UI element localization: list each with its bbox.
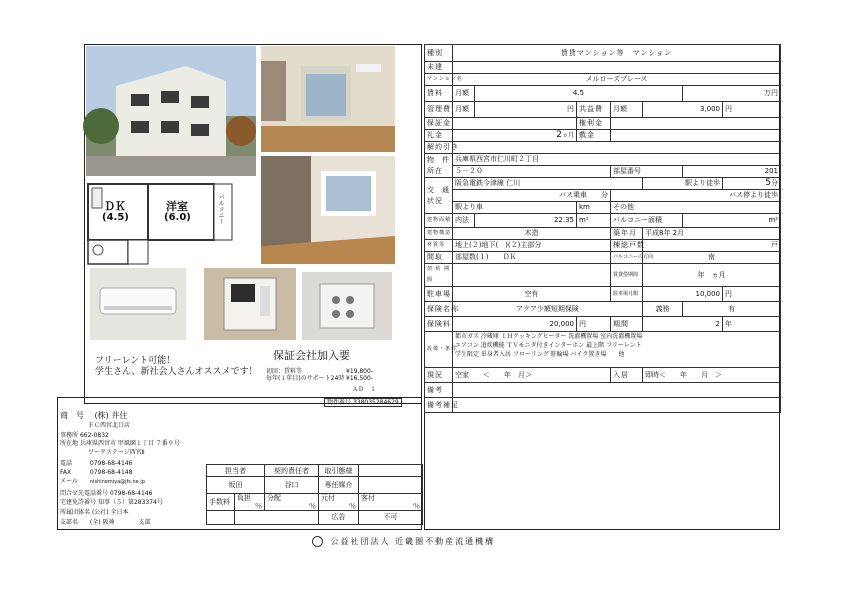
key-money-label: 権利金 bbox=[577, 118, 611, 130]
mgmt-fee-label: 管理費 bbox=[425, 102, 453, 118]
bus-stop: バス停より徒歩 bbox=[611, 190, 781, 202]
trade-value: 専任媒介 bbox=[319, 477, 359, 494]
reikin-unit: ヵ月 bbox=[561, 132, 574, 139]
share-pct-1: ％ bbox=[255, 502, 262, 510]
insurance-fee-value: 20,000 bbox=[453, 317, 577, 332]
walk-label: 駅より徒歩 bbox=[643, 178, 723, 190]
share-kyakuzuke-label: 客付 bbox=[361, 494, 375, 502]
location-label: 物件所在 bbox=[425, 154, 453, 178]
property-number-value: 338035284629 bbox=[352, 399, 399, 406]
trade-label: 取引態様 bbox=[319, 465, 359, 477]
insurance-period-label: 期間 bbox=[611, 317, 643, 332]
units-unit: 戸 bbox=[643, 240, 781, 252]
handler-label: 担当者 bbox=[207, 465, 265, 477]
contract-resp-label: 契約責任者 bbox=[265, 465, 319, 477]
floorplan-western-label: 洋室 bbox=[166, 200, 188, 213]
transport-label: 交通状況 bbox=[425, 178, 453, 214]
facilities-line2: エアコン 追炊機能 ＴＶモニタ付きインターホン 最上階 フリーレント bbox=[455, 342, 642, 349]
remarks-extra-value bbox=[453, 398, 781, 413]
key-money-value bbox=[611, 118, 781, 130]
common-fee-value: 3,000 bbox=[643, 102, 723, 118]
footer-association bbox=[312, 536, 495, 547]
exterior-photo bbox=[86, 46, 256, 176]
layout-value: 部屋数(１) ＤＫ bbox=[453, 252, 611, 264]
company-assoc bbox=[60, 509, 129, 516]
share-split-label: 分配 bbox=[267, 494, 281, 502]
structure-value: 木造 bbox=[453, 228, 611, 240]
facilities-label: 設備・条件 bbox=[425, 332, 453, 368]
status-value: 空家 ＜ 年 月＞ bbox=[453, 368, 611, 383]
move-in-value: 即時＜ 年 月 ＞ bbox=[643, 368, 781, 383]
mgmt-fee-sub: 月額 bbox=[453, 102, 475, 118]
by-car: 駅より車 bbox=[453, 202, 577, 214]
promo-students: 学生さん、新社会人さんオススメです！ bbox=[95, 367, 258, 377]
reikin-label: 礼金 bbox=[425, 130, 453, 142]
fee-label: 手数料 bbox=[207, 494, 235, 511]
insurance-duty-value: 有 bbox=[683, 302, 781, 317]
floorplan-western-size: (6.0) bbox=[164, 212, 191, 223]
company-assoc-value: (公社) 全日本 bbox=[91, 509, 129, 516]
insurance-label: 保険名称 bbox=[425, 302, 453, 317]
company-tel-value: 0798-68-4146 bbox=[89, 460, 133, 467]
balcony-direction-value: 南 bbox=[643, 252, 781, 264]
facilities-value bbox=[453, 332, 781, 368]
inner-value: 22.35 bbox=[475, 214, 577, 228]
insurance-fee-unit: 円 bbox=[577, 317, 611, 332]
kind-value: 賃貸マンション等 マンション bbox=[453, 45, 781, 62]
share-payer bbox=[235, 494, 265, 511]
share-split bbox=[265, 494, 319, 511]
rent-sub: 月額 bbox=[453, 86, 475, 102]
promo-guarantor-note1: 初回：賃料等 bbox=[266, 368, 303, 375]
balcony-direction-label: バルコニーの方向 bbox=[611, 252, 643, 264]
kind-label: 種別 bbox=[425, 45, 453, 62]
company-tel-label: 電話 bbox=[60, 460, 73, 467]
room-number-label: 部屋番号 bbox=[611, 166, 683, 178]
intercom-photo bbox=[204, 268, 296, 340]
company-office-value: 662-0832 bbox=[79, 432, 109, 439]
empty-mid-right bbox=[359, 477, 423, 494]
promo-guarantor-amount2: ¥16,500- bbox=[346, 375, 373, 382]
km-unit: km bbox=[577, 202, 611, 214]
remarks-extra-label: 備考補足 bbox=[425, 398, 453, 413]
empty-bottom-left bbox=[207, 511, 235, 525]
address-line2: ５－２０ bbox=[453, 166, 611, 178]
share-payer-label: 負担 bbox=[237, 494, 251, 502]
floors-value: 地上(２)地下( )(２)主部分 bbox=[453, 240, 611, 252]
company-branch: ＦＣ西宮北口店 bbox=[88, 422, 131, 429]
share-motozuke-label: 元付 bbox=[321, 494, 335, 502]
shikikin-label: 敷金 bbox=[577, 130, 611, 142]
company-license bbox=[60, 499, 163, 506]
facilities-line1: 都市ガス 冷蔵庫 ＩＨクッキングヒーター 洗濯機置場 室内洗濯機置場 bbox=[455, 333, 643, 340]
company-mail-value: nishinomiya@jfs.ne.jp bbox=[89, 479, 145, 485]
shikikin-value bbox=[611, 130, 781, 142]
promo-guarantor: 保証会社加入要 bbox=[273, 349, 350, 362]
reikin-value bbox=[453, 130, 577, 142]
floorplan-dk-size: (4.5) bbox=[102, 212, 129, 223]
units-label: 棟総戸数 bbox=[611, 240, 643, 252]
insurance-fee-label: 保険料 bbox=[425, 317, 453, 332]
company-license-label: 宅建免許番号 bbox=[60, 499, 97, 506]
layout-label: 間取 bbox=[425, 252, 453, 264]
floorplan-dk-label: ＤＫ bbox=[104, 200, 126, 213]
insurance-duty-label: 義務 bbox=[643, 302, 683, 317]
parking-value: 空有 bbox=[453, 287, 611, 302]
association-logo-icon bbox=[312, 536, 323, 547]
property-number-label: 物件番号 bbox=[327, 399, 352, 406]
common-fee-sub: 月額 bbox=[611, 102, 643, 118]
bid-label: 未建 bbox=[425, 62, 453, 74]
parking-fee-label: 駐車場月額 bbox=[611, 287, 643, 302]
kaiyaku-value bbox=[453, 142, 781, 154]
building-name-value: メルローズプレース bbox=[453, 74, 781, 86]
kaiyaku-label: 解約引き bbox=[425, 142, 453, 154]
area-label: 建物面積 bbox=[425, 214, 453, 228]
company-tel bbox=[60, 460, 132, 467]
walk-value bbox=[723, 178, 781, 190]
reikin-number: 2 bbox=[556, 130, 562, 140]
ad-label: 広告 bbox=[319, 511, 359, 525]
aircon-photo bbox=[90, 268, 186, 340]
promo-freerent: フリーレント可能！ bbox=[95, 356, 176, 366]
remarks-label: 備考 bbox=[425, 383, 453, 398]
share-pct-3: ％ bbox=[349, 502, 356, 510]
term-value: 年 ヵ月 bbox=[643, 264, 781, 287]
insurance-period-unit: 年 bbox=[723, 317, 781, 332]
term-label: 賃貸借期間 bbox=[611, 264, 643, 287]
rent-unit: 万円 bbox=[683, 86, 781, 102]
ad-value: 不可 bbox=[359, 511, 423, 525]
company-mail-label: メール bbox=[60, 478, 78, 485]
bid-value bbox=[453, 62, 781, 74]
share-kyakuzuke bbox=[359, 494, 423, 511]
floors-label: 材質等 bbox=[425, 240, 453, 252]
property-info-table bbox=[424, 44, 781, 413]
common-fee-unit: 円 bbox=[723, 102, 781, 118]
room-number-value: 201 bbox=[683, 166, 781, 178]
room-photo-1 bbox=[261, 46, 395, 152]
company-office bbox=[60, 432, 109, 439]
train-line: 阪急電鉄今津線 仁川 bbox=[453, 178, 643, 190]
insurance-period-value: 2 bbox=[643, 317, 723, 332]
company-contact-value: 0798-68-4146 bbox=[109, 490, 153, 497]
room-photo-2 bbox=[261, 156, 395, 264]
built-label: 築年月 bbox=[611, 228, 643, 240]
building-name-label: マンション名 bbox=[425, 74, 453, 86]
deposit-label: 保証金 bbox=[425, 118, 453, 130]
company-mail bbox=[60, 478, 145, 486]
handler-value: 坂田 bbox=[207, 477, 265, 494]
share-pct-4: ％ bbox=[413, 502, 420, 510]
inner-label: 内法 bbox=[453, 214, 475, 228]
parking-label: 駐車場 bbox=[425, 287, 453, 302]
parking-fee-unit: 円 bbox=[723, 287, 781, 302]
deposit-value bbox=[453, 118, 577, 130]
common-fee-label: 共益費 bbox=[577, 102, 611, 118]
company-fax-label: FAX bbox=[60, 469, 72, 476]
contract-resp-value: 谷口 bbox=[265, 477, 319, 494]
company-name-value: (株) 井住 bbox=[94, 411, 128, 420]
company-fax bbox=[60, 469, 132, 476]
company-address-value: 兵庫県西宮市 甲風園１丁目 ７番９号 bbox=[79, 440, 180, 447]
empty-top-right bbox=[359, 465, 423, 477]
property-number bbox=[324, 398, 402, 407]
company-name bbox=[60, 410, 127, 421]
contract-value bbox=[453, 264, 611, 287]
walk-number: 5 bbox=[765, 178, 771, 188]
company-fax-value: 0798-68-4148 bbox=[89, 469, 133, 476]
balcony-area-label: バルコニー面積 bbox=[611, 214, 683, 228]
rent-label: 賃料 bbox=[425, 86, 453, 102]
floorplan bbox=[86, 180, 240, 266]
move-in-label: 入居 bbox=[611, 368, 643, 383]
company-branch-office bbox=[60, 519, 151, 526]
bus-ride: バス乗車 分 bbox=[453, 190, 611, 202]
company-branch-office-label: 支部名 bbox=[60, 519, 79, 526]
structure-label: 建物構造 bbox=[425, 228, 453, 240]
insurance-value: アクア少額短期保険 bbox=[453, 302, 643, 317]
company-address bbox=[60, 440, 180, 447]
walk-unit: 分 bbox=[771, 179, 778, 187]
contract-label bbox=[425, 264, 453, 287]
control-panel-photo bbox=[302, 272, 392, 340]
company-address-label: 所在地 bbox=[60, 440, 79, 447]
built-value: 平成8年 2月 bbox=[643, 228, 781, 240]
company-contact-label: 問合せ先電話番号 bbox=[60, 490, 109, 497]
inner-unit: m² bbox=[577, 214, 611, 228]
status-label: 現況 bbox=[425, 368, 453, 383]
promo-guarantor-amount1: ¥19,800- bbox=[346, 368, 373, 375]
promo-guarantor-note2: 毎年(１年目)のサポート24時 bbox=[266, 375, 345, 382]
footer-association-text: 公益社団法人 近畿圏不動産流通機構 bbox=[330, 537, 496, 546]
other-transport: その他 bbox=[611, 202, 781, 214]
staff-table bbox=[206, 464, 423, 525]
mgmt-fee-unit: 円 bbox=[475, 102, 577, 118]
company-name-label: 商号 bbox=[60, 411, 92, 420]
balcony-area-unit: m² bbox=[683, 214, 781, 228]
promo-ad: ＡＤ １ bbox=[352, 386, 377, 393]
remarks-value bbox=[453, 383, 781, 398]
share-pct-2: ％ bbox=[309, 502, 316, 510]
empty-bottom-mid bbox=[235, 511, 319, 525]
address-line1: 兵庫県西宮市仁川町２丁目 bbox=[453, 154, 781, 166]
share-motozuke bbox=[319, 494, 359, 511]
company-contact bbox=[60, 490, 152, 497]
company-office-label: 事務所 bbox=[60, 432, 79, 439]
company-address-2: ワークステージ西宮Ⅱ bbox=[88, 449, 145, 456]
floorplan-balcony-label: バルコニー bbox=[217, 194, 224, 224]
company-assoc-label: 所属団体名 bbox=[60, 509, 91, 516]
facilities-line3: 学生限定 単身者入居 フローリング 駐輪場 バイク置き場 他 bbox=[455, 351, 625, 358]
rent-value: 4.5 bbox=[475, 86, 683, 102]
parking-fee-value: 10,000 bbox=[643, 287, 723, 302]
contract-label-1: 契約期間 bbox=[427, 266, 450, 283]
company-license-value: 知事（５）第283374号 bbox=[97, 499, 163, 506]
company-branch-office-value: (全) 阪神 支部 bbox=[89, 519, 151, 526]
